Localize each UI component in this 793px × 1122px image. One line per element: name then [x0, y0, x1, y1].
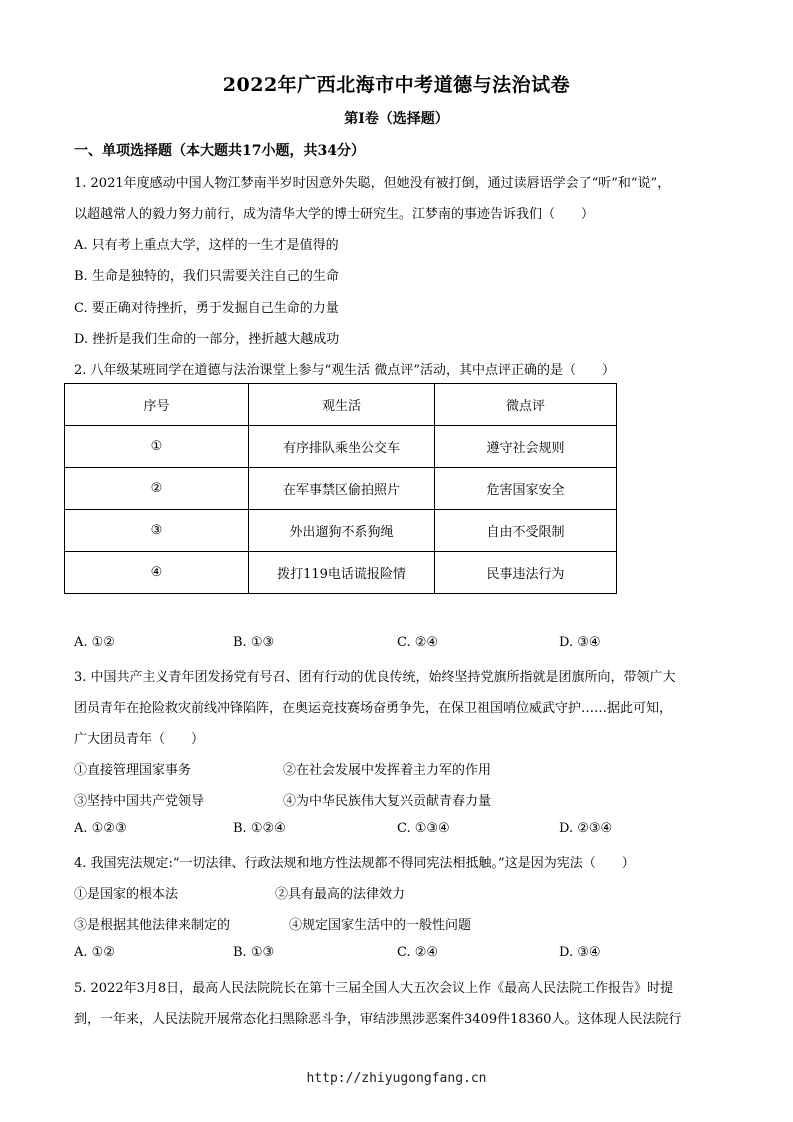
q3-option-c: C. ①③④ [397, 821, 450, 836]
table-header-cell: 序号 [65, 384, 249, 426]
exam-subtitle: 第I卷（选择题） [344, 111, 449, 127]
table-cell: ① [65, 426, 249, 468]
q3-option-b: B. ①②④ [233, 821, 286, 836]
table-cell: 危害国家安全 [435, 468, 617, 510]
table-cell: 自由不受限制 [435, 510, 617, 552]
table-cell: 民事违法行为 [435, 552, 617, 594]
q1-stem-line1: 1. 2021年度感动中国人物江梦南半岁时因意外失聪，但她没有被打倒，通过读唇语学会了“听”和“说”， [74, 176, 671, 191]
table-cell: 在军事禁区偷拍照片 [249, 468, 435, 510]
q3-option-d: D. ②③④ [559, 821, 613, 836]
table-row [65, 468, 617, 510]
exam-title: 2022年广西北海市中考道德与法治试卷 [222, 74, 571, 96]
table-header-cell: 观生活 [249, 384, 435, 426]
q3-item-2: ②在社会发展中发挥着主力军的作用 [283, 763, 492, 778]
q5-stem-line2: 到，一年来，人民法院开展常态化扫黑除恶斗争，审结涉黑涉恶案件3409件18360人。这体现人民法院行 [74, 1012, 682, 1027]
q1-option-b: B. 生命是独特的，我们只需要关注自己的生命 [74, 269, 339, 284]
q2-option-b: B. ①③ [233, 635, 275, 650]
q1-option-d: D. 挫折是我们生命的一部分，挫折越大越成功 [74, 332, 340, 347]
table-header-row [65, 384, 617, 426]
q4-option-d: D. ③④ [559, 945, 601, 960]
table-cell: ③ [65, 510, 249, 552]
table-header-cell: 微点评 [435, 384, 617, 426]
footer-url[interactable]: http://zhiyugongfang.cn [306, 1071, 487, 1086]
q2-table [64, 383, 617, 594]
table-cell: ④ [65, 552, 249, 594]
table-row [65, 426, 617, 468]
q3-option-a: A. ①②③ [74, 821, 127, 836]
q4-item-4: ④规定国家生活中的一般性问题 [289, 918, 472, 933]
q1-option-c: C. 要正确对待挫折，勇于发掘自己生命的力量 [74, 301, 339, 316]
section-heading: 一、单项选择题（本大题共17小题，共34分） [74, 143, 365, 159]
q3-item-4: ④为中华民族伟大复兴贡献青春力量 [283, 794, 492, 809]
q4-item-3: ③是根据其他法律来制定的 [74, 918, 231, 933]
q3-stem-line1: 3. 中国共产主义青年团发扬党有号召、团有行动的优良传统，始终坚持党旗所指就是团旗所向，带领广大 [74, 670, 676, 685]
table-cell: 外出遛狗不系狗绳 [249, 510, 435, 552]
q5-stem-line1: 5. 2022年3月8日，最高人民法院院长在第十三届全国人大五次会议上作《最高人民法院工作报告》时提 [74, 981, 674, 996]
q2-stem: 2. 八年级某班同学在道德与法治课堂上参与“观生活 微点评”活动，其中点评正确的是（ ） [74, 363, 615, 378]
q3-item-3: ③坚持中国共产党领导 [74, 794, 205, 809]
q4-option-b: B. ①③ [233, 945, 275, 960]
table-cell: 拨打119电话谎报险情 [249, 552, 435, 594]
q4-item-1: ①是国家的根本法 [74, 887, 179, 902]
q1-stem-line2: 以超越常人的毅力努力前行，成为清华大学的博士研究生。江梦南的事迹告诉我们（ ） [74, 207, 595, 222]
table-row [65, 552, 617, 594]
q3-stem-line3: 广大团员青年（ ） [74, 732, 205, 747]
q4-item-2: ②具有最高的法律效力 [275, 887, 406, 902]
q3-item-1: ①直接管理国家事务 [74, 763, 192, 778]
q4-option-c: C. ②④ [397, 945, 439, 960]
q2-option-d: D. ③④ [559, 635, 601, 650]
table-cell: ② [65, 468, 249, 510]
table-cell: 遵守社会规则 [435, 426, 617, 468]
table-cell: 有序排队乘坐公交车 [249, 426, 435, 468]
q4-option-a: A. ①② [74, 945, 115, 960]
q2-option-a: A. ①② [74, 635, 115, 650]
q3-stem-line2: 团员青年在抢险救灾前线冲锋陷阵，在奥运竞技赛场奋勇争先，在保卫祖国哨位威武守护……据此可知， [74, 701, 673, 716]
q1-option-a: A. 只有考上重点大学，这样的一生才是值得的 [74, 238, 339, 253]
table-row [65, 510, 617, 552]
q4-stem: 4. 我国宪法规定:“一切法律、行政法规和地方性法规都不得同宪法相抵触。”这是因为宪法（ ） [74, 856, 635, 871]
q2-option-c: C. ②④ [397, 635, 439, 650]
